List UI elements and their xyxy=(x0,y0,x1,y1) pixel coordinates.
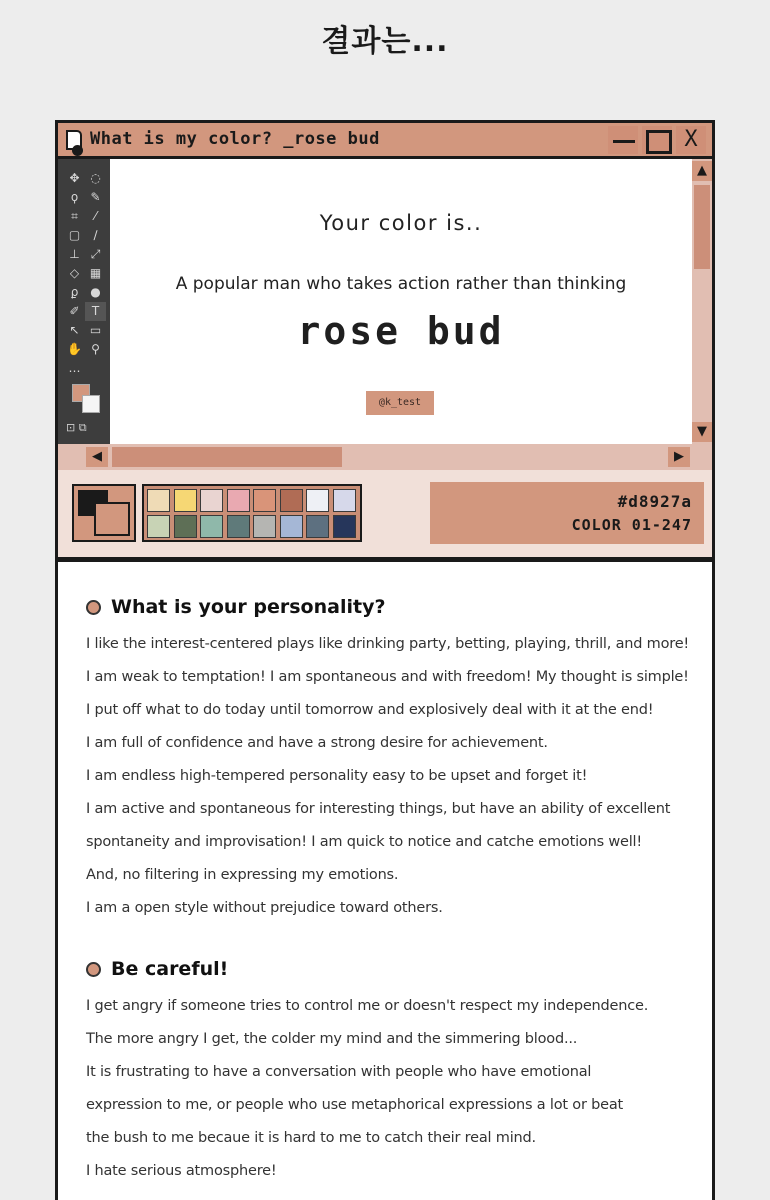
fg-bg-color-preview[interactable] xyxy=(72,484,136,542)
document-icon xyxy=(66,130,82,150)
page-title: 결과는... xyxy=(321,24,449,59)
text-line: I hate serious atmosphere! xyxy=(86,1163,277,1179)
app-window xyxy=(55,120,715,560)
dodge-icon[interactable]: ● xyxy=(90,285,101,299)
tool-grid xyxy=(64,169,106,378)
gradient-icon[interactable]: ▦ xyxy=(89,266,102,280)
color-chip[interactable] xyxy=(280,489,303,512)
text-line: I put off what to do today until tomorrow and explosively deal with it at the end! xyxy=(86,702,654,718)
text-line: I like the interest-centered plays like drinking party, betting, playing, thrill, and more! xyxy=(86,636,690,652)
text-line: I get angry if someone tries to control me or doesn't respect my independence. xyxy=(86,998,649,1014)
text-line: spontaneity and improvisation! I am quick to notice and catche emotions well! xyxy=(86,834,642,850)
text-line: I am endless high-tempered personality easy to be upset and forget it! xyxy=(86,768,588,784)
shape-icon[interactable]: ▭ xyxy=(89,323,102,337)
zoom-icon[interactable]: ⚲ xyxy=(91,342,100,356)
history-brush-icon[interactable]: ⤢ xyxy=(90,247,101,261)
text-line: It is frustrating to have a conversation with people who have emotional xyxy=(86,1064,592,1080)
color-chip[interactable] xyxy=(174,489,197,512)
color-chip[interactable] xyxy=(200,489,223,512)
color-chip[interactable] xyxy=(147,515,170,538)
color-chip[interactable] xyxy=(227,515,250,538)
color-chip[interactable] xyxy=(333,489,356,512)
palette-bar xyxy=(58,470,712,557)
scroll-left-icon[interactable]: ◀ xyxy=(86,447,108,467)
color-chip[interactable] xyxy=(280,515,303,538)
section-title: What is your personality? xyxy=(111,596,386,618)
color-chip[interactable] xyxy=(306,489,329,512)
pen-icon[interactable]: ✐ xyxy=(69,304,80,318)
text-line: I am full of confidence and have a strong desire for achievement. xyxy=(86,735,548,751)
brush-icon[interactable]: ∕ xyxy=(93,228,98,242)
patch-icon[interactable]: ▢ xyxy=(68,228,81,242)
canvas-area xyxy=(110,159,692,444)
color-name: rose bud xyxy=(297,309,505,353)
text-line: the bush to me becaue it is hard to me to catch their real mind. xyxy=(86,1130,536,1146)
rose-bud-swatch xyxy=(94,502,130,536)
mask-mode-icons[interactable]: ⊡ ⧉ xyxy=(66,421,87,434)
color-chip[interactable] xyxy=(147,489,170,512)
color-chip[interactable] xyxy=(174,515,197,538)
minimize-button[interactable] xyxy=(608,126,638,154)
color-code: COLOR 01-247 xyxy=(571,516,692,534)
scroll-right-icon[interactable]: ▶ xyxy=(668,447,690,467)
vertical-scrollbar[interactable] xyxy=(692,159,712,444)
eraser-icon[interactable]: ◇ xyxy=(69,266,80,280)
blank-tool[interactable] xyxy=(85,359,106,378)
personality-text xyxy=(86,628,696,925)
result-heading: Your color is.. xyxy=(319,211,483,235)
window-title: What is my color? _rose bud xyxy=(90,129,380,149)
type-icon[interactable]: T xyxy=(85,302,106,321)
horizontal-scroll-thumb[interactable] xyxy=(112,447,342,467)
careful-section xyxy=(86,954,696,1188)
result-content xyxy=(55,559,715,1200)
personality-section xyxy=(86,592,696,925)
bullet-icon xyxy=(86,600,101,615)
ellipse-select-icon[interactable]: ◌ xyxy=(90,171,101,185)
maximize-button[interactable] xyxy=(642,126,672,154)
toolbox-panel xyxy=(58,159,110,444)
color-chip[interactable] xyxy=(253,489,276,512)
move-icon[interactable]: ✥ xyxy=(69,171,80,185)
stamp-icon[interactable]: ⊥ xyxy=(69,247,80,261)
text-line: The more angry I get, the colder my mind and the simmering blood... xyxy=(86,1031,578,1047)
color-palette xyxy=(142,484,362,542)
text-line: I am weak to temptation! I am spontaneous and with freedom! My thought is simple! xyxy=(86,669,689,685)
hex-code: #d8927a xyxy=(617,492,692,511)
title-bar[interactable] xyxy=(58,123,712,159)
crop-icon[interactable]: ⌗ xyxy=(71,209,78,223)
more-tools-icon[interactable]: … xyxy=(68,361,81,375)
color-chip[interactable] xyxy=(253,515,276,538)
path-select-icon[interactable]: ↖ xyxy=(69,323,80,337)
blur-icon[interactable]: ϼ xyxy=(70,285,79,299)
scroll-up-icon[interactable]: ▲ xyxy=(692,161,712,181)
account-tag: @k_test xyxy=(366,391,434,415)
color-chip[interactable] xyxy=(333,515,356,538)
color-chip[interactable] xyxy=(227,489,250,512)
vertical-scroll-thumb[interactable] xyxy=(694,185,710,269)
horizontal-scrollbar[interactable] xyxy=(58,444,712,470)
background-color-swatch[interactable] xyxy=(82,395,100,413)
bullet-icon xyxy=(86,962,101,977)
lasso-icon[interactable]: ϙ xyxy=(70,190,79,204)
magic-wand-icon[interactable]: ✎ xyxy=(90,190,101,204)
text-line: And, no filtering in expressing my emotions. xyxy=(86,867,399,883)
scroll-down-icon[interactable]: ▼ xyxy=(692,422,712,442)
careful-text xyxy=(86,990,696,1188)
section-title: Be careful! xyxy=(111,958,229,980)
text-line: I am active and spontaneous for interesting things, but have an ability of excellent xyxy=(86,801,671,817)
result-description: A popular man who takes action rather than thinking xyxy=(175,274,627,294)
eyedropper-icon[interactable]: ⁄ xyxy=(94,209,97,223)
color-chip[interactable] xyxy=(306,515,329,538)
color-info-box xyxy=(430,482,704,544)
text-line: expression to me, or people who use metaphorical expressions a lot or beat xyxy=(86,1097,624,1113)
close-button[interactable]: X xyxy=(676,126,706,154)
color-chip[interactable] xyxy=(200,515,223,538)
text-line: I am a open style without prejudice toward others. xyxy=(86,900,443,916)
hand-icon[interactable]: ✋ xyxy=(67,342,82,356)
